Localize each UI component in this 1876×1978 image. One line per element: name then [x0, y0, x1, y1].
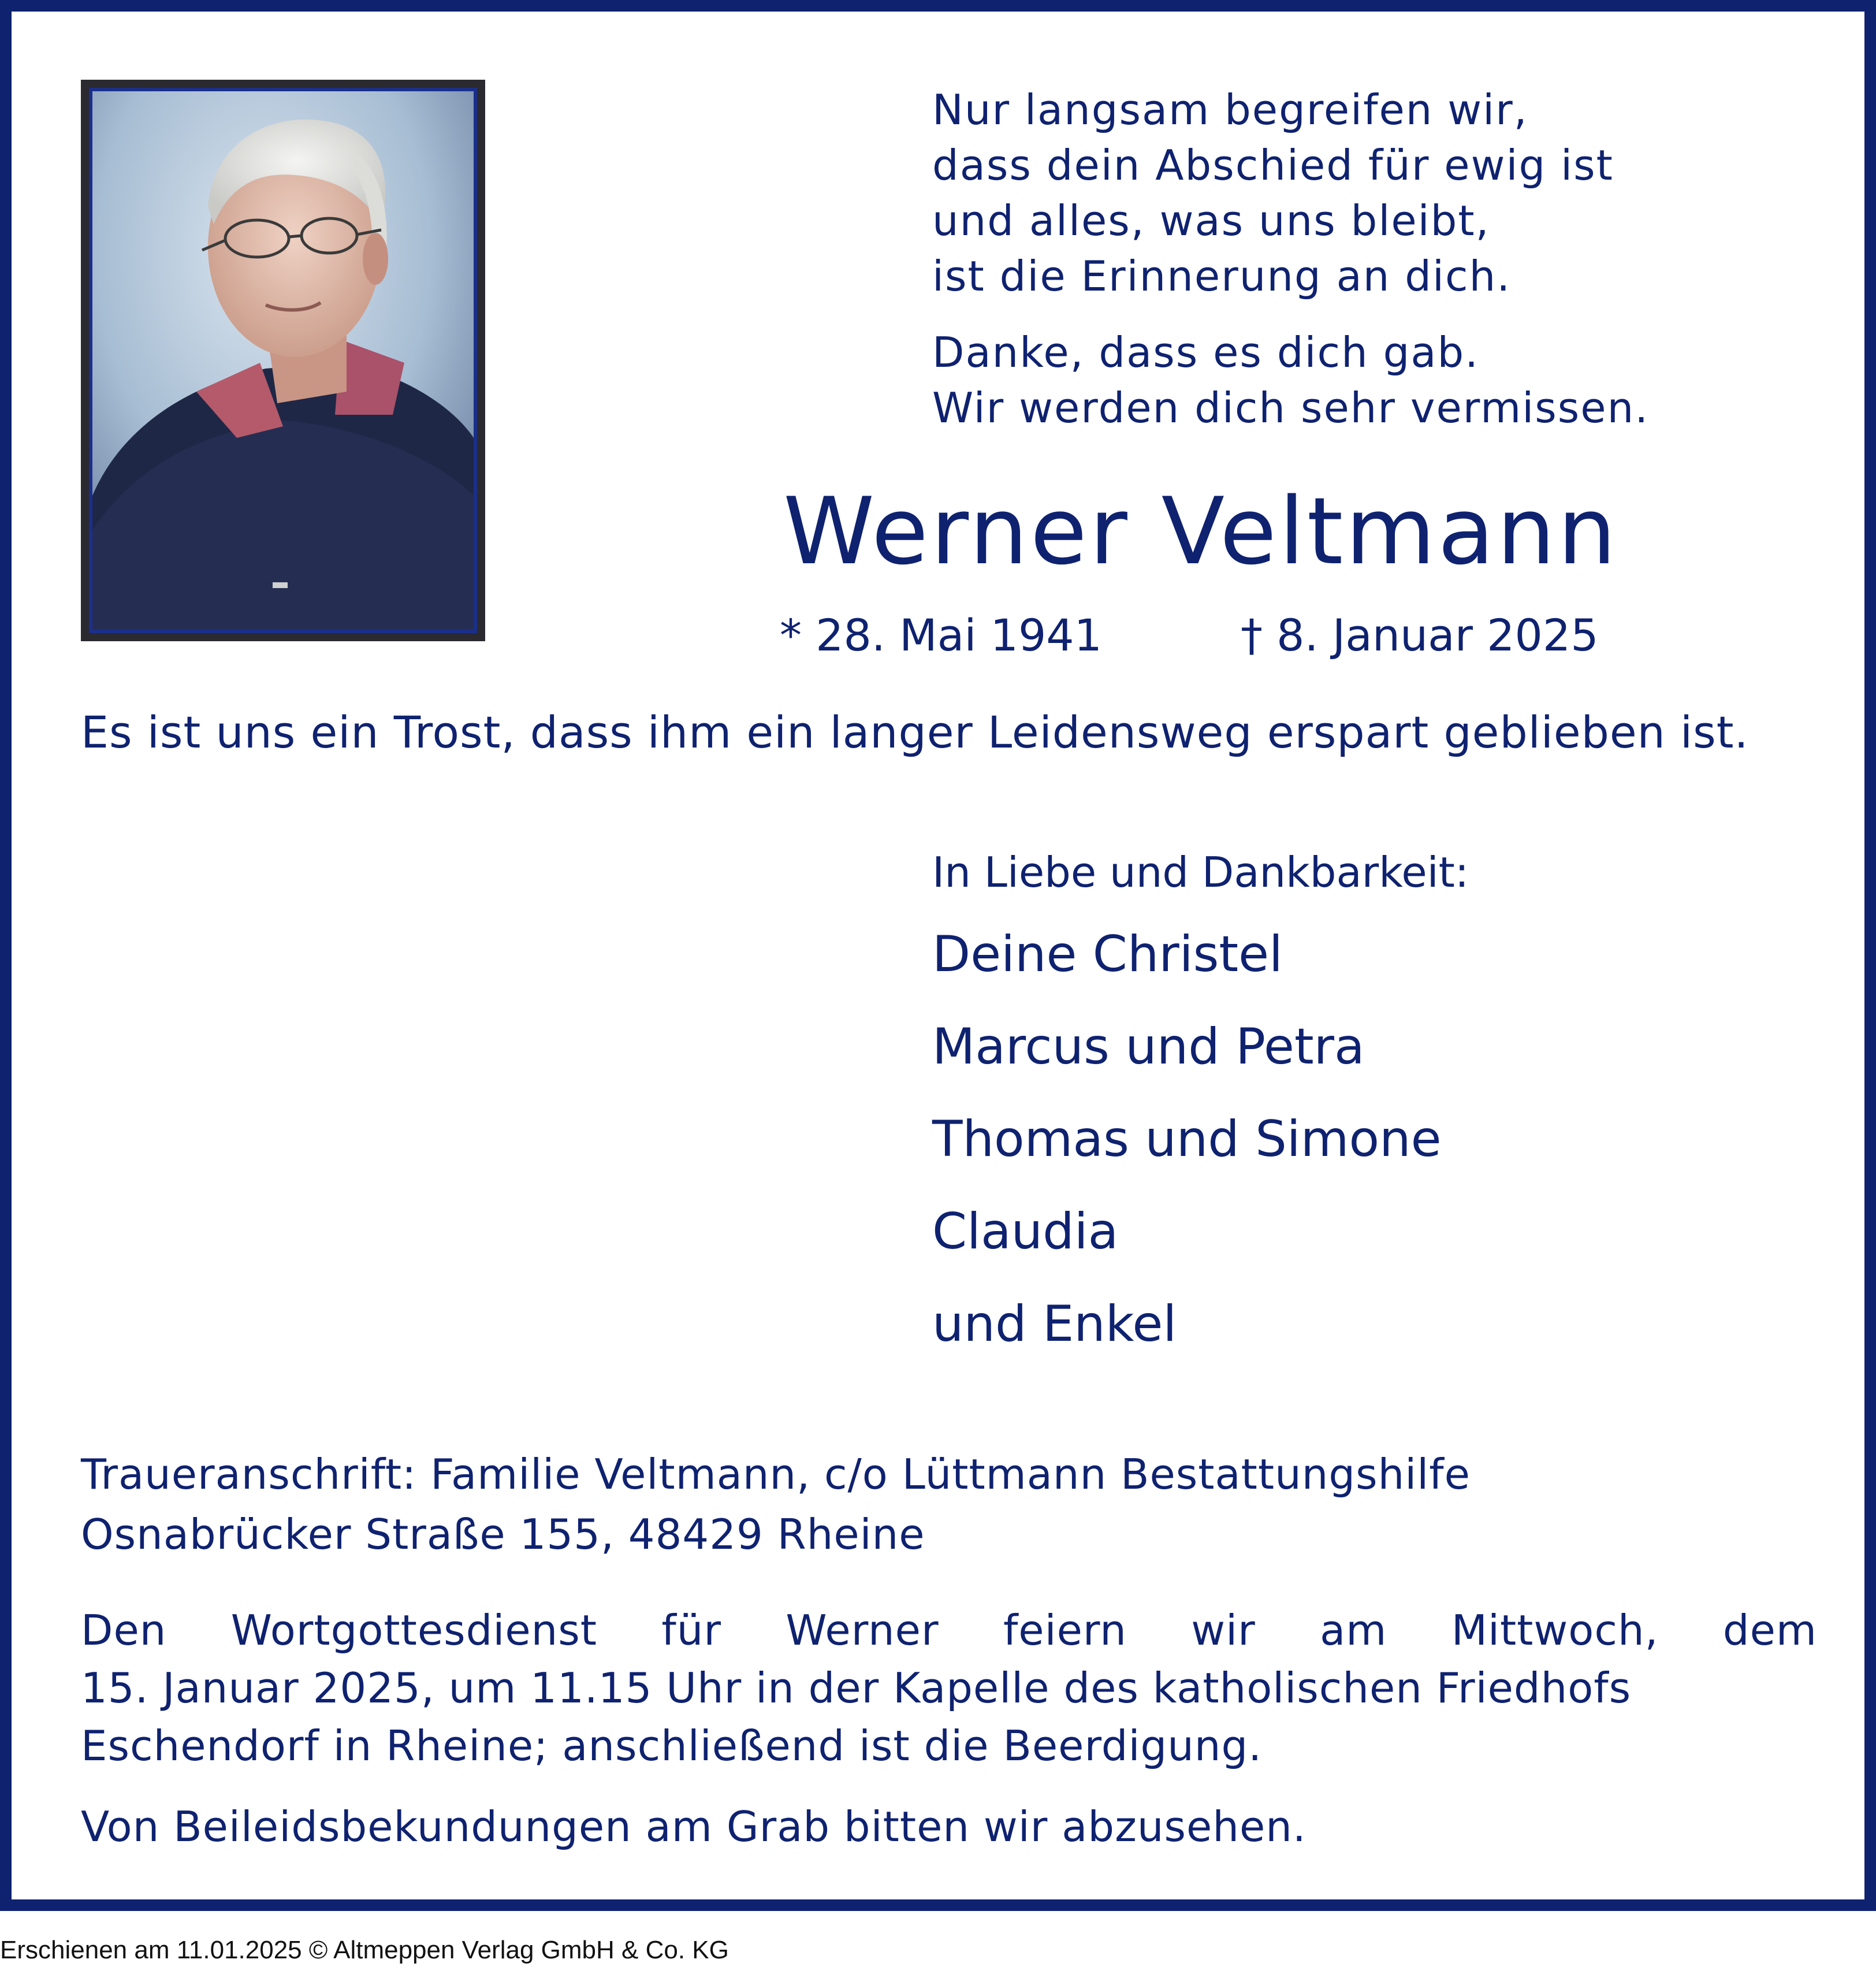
publication-footer: Erschienen am 11.01.2025 © Altmeppen Verlag GmbH & Co. KG	[0, 1936, 729, 1964]
family-member: Marcus und Petra	[932, 1018, 1365, 1076]
portrait-illustration	[92, 91, 474, 630]
mourning-address	[81, 1444, 1471, 1564]
portrait-photo	[81, 80, 485, 641]
family-member: Claudia	[932, 1203, 1119, 1261]
service-notice	[81, 1601, 1817, 1775]
stanza-spacer	[932, 304, 1649, 325]
family-member: Deine Christel	[932, 925, 1283, 983]
service-line: Den Wortgottesdienst für Werner feiern wir am Mittwoch, dem	[81, 1606, 1817, 1654]
deceased-name: Werner Veltmann	[783, 477, 1619, 585]
service-line: 15. Januar 2025, um 11.15 Uhr in der Kapelle des katholischen Friedhofs	[81, 1664, 1632, 1712]
verse-line: dass dein Abschied für ewig ist	[932, 141, 1614, 189]
family-intro: In Liebe und Dankbarkeit:	[932, 848, 1469, 897]
comfort-statement: Es ist uns ein Trost, dass ihm ein langer Leidensweg erspart geblieben ist.	[81, 707, 1749, 758]
family-member: und Enkel	[932, 1295, 1177, 1353]
family-member: Thomas und Simone	[932, 1110, 1442, 1168]
verse-block	[932, 82, 1649, 436]
birth-date: * 28. Mai 1941	[780, 609, 1103, 661]
address-line: Traueranschrift: Familie Veltmann, c/o Lüttmann Bestattungshilfe	[81, 1450, 1471, 1499]
verse-line: Danke, dass es dich gab.	[932, 328, 1480, 377]
family-block	[932, 843, 1469, 1384]
verse-line: Nur langsam begreifen wir,	[932, 85, 1528, 134]
portrait-photo-border	[89, 88, 477, 633]
death-date: † 8. Januar 2025	[1241, 609, 1599, 661]
condolence-request: Von Beileidsbekundungen am Grab bitten wir abzusehen.	[81, 1802, 1306, 1851]
verse-line: Wir werden dich sehr vermissen.	[932, 384, 1650, 432]
service-line: Eschendorf in Rheine; anschließend ist die Beerdigung.	[81, 1722, 1263, 1770]
address-line: Osnabrücker Straße 155, 48429 Rheine	[81, 1510, 925, 1559]
verse-line: und alles, was uns bleibt,	[932, 196, 1490, 245]
verse-line: ist die Erinnerung an dich.	[932, 252, 1512, 300]
